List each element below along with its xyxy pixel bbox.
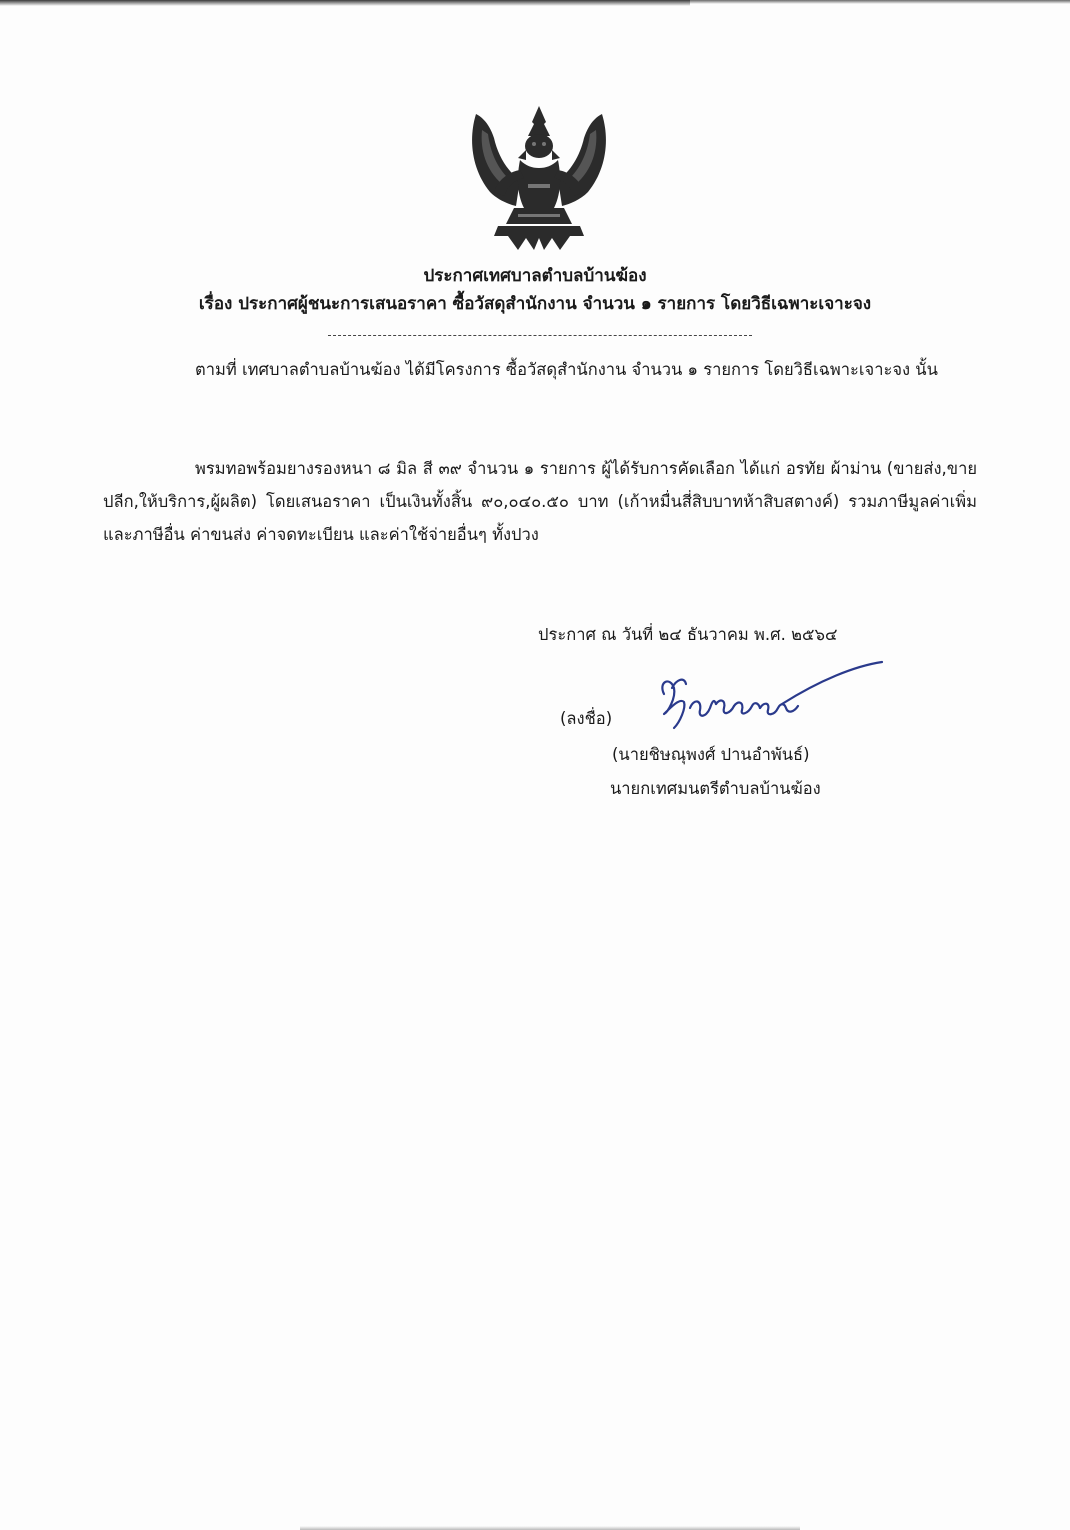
signer-name: (นายชิษณุพงศ์ ปานอำพันธ์)	[612, 745, 810, 764]
scan-bottom-edge	[300, 1526, 800, 1530]
body-paragraph-2	[103, 452, 977, 551]
handwritten-signature	[650, 658, 890, 734]
scan-edge-shadow-right	[690, 0, 1070, 4]
announcement-date: ประกาศ ณ วันที่ ๒๔ ธันวาคม พ.ศ. ๒๕๖๔	[538, 625, 838, 644]
dashed-divider	[328, 335, 752, 336]
signer-position: นายกเทศมนตรีตำบลบ้านฆ้อง	[610, 779, 821, 798]
paragraph-text: พรมทอพร้อมยางรองหนา ๘ มิล สี ๓๙ จำนวน ๑ รายการ ผู้ได้รับการคัดเลือก ได้แก่ อรทัย ผ้าม่าน (ขายส่ง,ขายปลีก,ให้บริการ,ผู้ผลิต) โดยเสนอราคา เป็นเงินทั้งสิ้น ๙๐,๐๔๐.๕๐ บาท (เก้าหมื่นสี่สิบบาทห้าสิบสตางค์) รวมภาษีมูลค่าเพิ่มและภาษีอื่น ค่าขนส่ง ค่าจดทะเบียน และค่าใช้จ่ายอื่นๆ ทั้งปวง	[103, 459, 977, 544]
signature-label: (ลงชื่อ)	[560, 709, 613, 728]
paragraph-text: ตามที่ เทศบาลตำบลบ้านฆ้อง ได้มีโครงการ ซื้อวัสดุสำนักงาน จำนวน ๑ รายการ โดยวิธีเฉพาะเจาะจง นั้น	[195, 360, 938, 379]
garuda-emblem-icon	[468, 100, 610, 252]
announcement-title: ประกาศเทศบาลตำบลบ้านฆ้อง	[423, 266, 647, 286]
announcement-subject: เรื่อง ประกาศผู้ชนะการเสนอราคา ซื้อวัสดุสำนักงาน จำนวน ๑ รายการ โดยวิธีเฉพาะเจาะจง	[198, 294, 872, 314]
scan-edge-shadow	[0, 0, 690, 6]
body-paragraph-1	[103, 353, 977, 386]
